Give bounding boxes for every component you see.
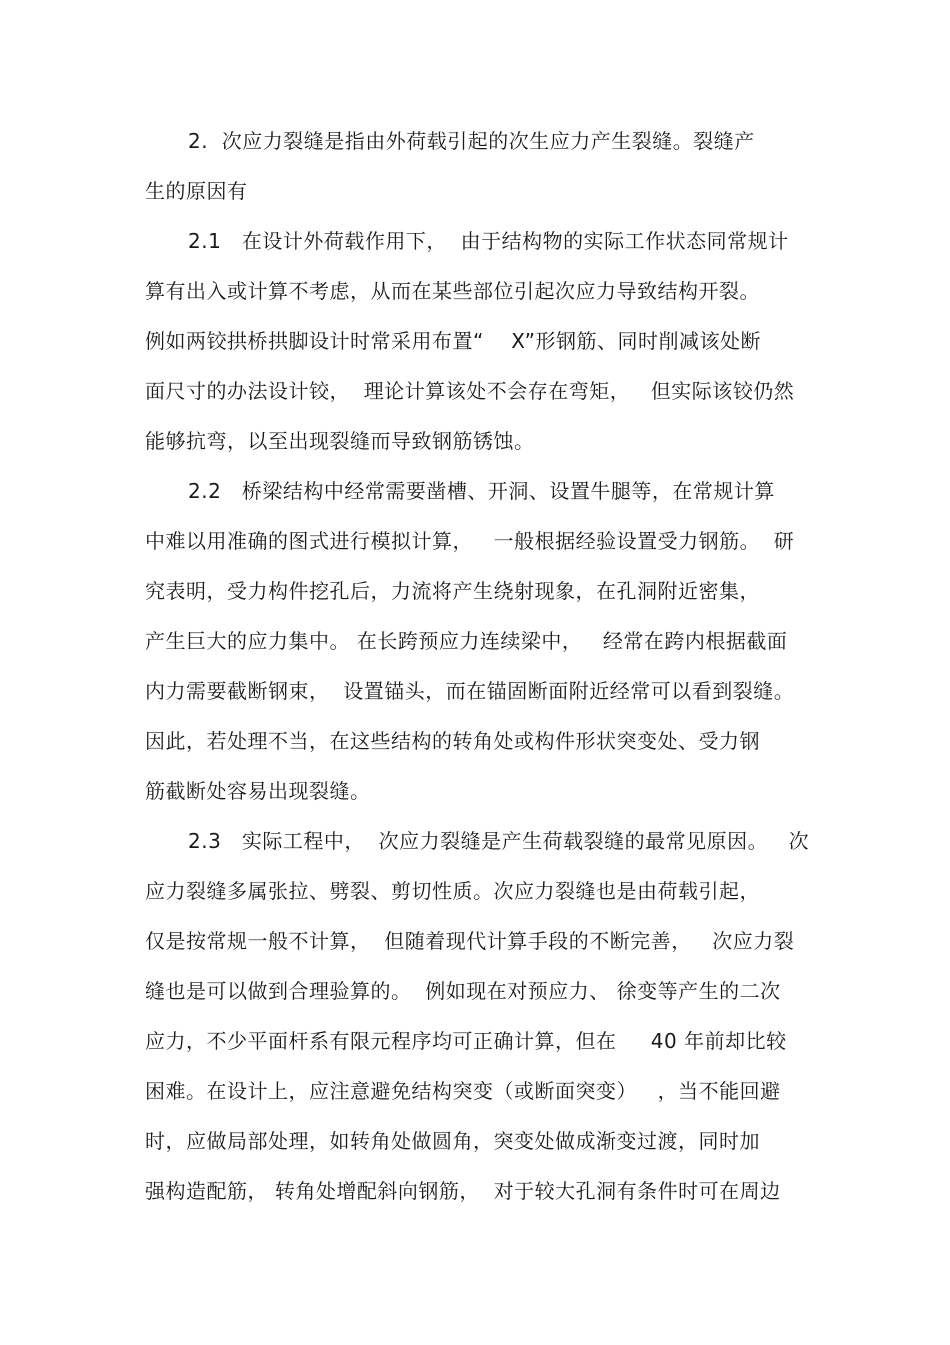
text-line: 面尺寸的办法设计铰， 理论计算该处不会存在弯矩， 但实际该铰仍然 [145, 379, 795, 403]
text-line: 究表明，受力构件挖孔后，力流将产生绕射现象，在孔洞附近密集， [145, 579, 760, 603]
text-line: 产生巨大的应力集中。 在长跨预应力连续梁中， 经常在跨内根据截面 [145, 629, 788, 653]
text-line: 强构造配筋， 转角处增配斜向钢筋， 对于较大孔洞有条件时可在周边 [145, 1179, 781, 1203]
text-line: 2. 次应力裂缝是指由外荷载引起的次生应力产生裂缝。裂缝产 [188, 129, 755, 153]
text-line: 2.3 实际工程中， 次应力裂缝是产生荷载裂缝的最常见原因。 次 [188, 829, 810, 853]
text-line: 生的原因有 [145, 179, 248, 203]
text-line: 应力裂缝多属张拉、劈裂、剪切性质。次应力裂缝也是由荷载引起， [145, 879, 760, 903]
text-line: 应力，不少平面杆系有限元程序均可正确计算，但在 40 年前却比较 [145, 1029, 787, 1053]
text-line: 内力需要截断钢束， 设置锚头，而在锚固断面附近经常可以看到裂缝。 [145, 679, 795, 703]
text-line: 2.2 桥梁结构中经常需要凿槽、开洞、设置牛腿等，在常规计算 [188, 479, 775, 503]
text-line: 中难以用准确的图式进行模拟计算， 一般根据经验设置受力钢筋。 研 [145, 529, 795, 553]
text-line: 缝也是可以做到合理验算的。 例如现在对预应力、 徐变等产生的二次 [145, 979, 781, 1003]
text-line: 困难。在设计上，应注意避免结构突变（或断面突变） ，当不能回避 [145, 1079, 781, 1103]
text-line: 能够抗弯，以至出现裂缝而导致钢筋锈蚀。 [145, 429, 535, 453]
text-line: 2.1 在设计外荷载作用下， 由于结构物的实际工作状态同常规计 [188, 229, 789, 253]
text-line: 筋截断处容易出现裂缝。 [145, 779, 371, 803]
text-line: 时，应做局部处理，如转角处做圆角，突变处做成渐变过渡，同时加 [145, 1129, 760, 1153]
text-line: 算有出入或计算不考虑，从而在某些部位引起次应力导致结构开裂。 [145, 279, 760, 303]
text-line: 例如两铰拱桥拱脚设计时常采用布置“ X”形钢筋、同时削减该处断 [145, 329, 762, 353]
text-line: 因此，若处理不当，在这些结构的转角处或构件形状突变处、受力钢 [145, 729, 760, 753]
text-line: 仅是按常规一般不计算， 但随着现代计算手段的不断完善， 次应力裂 [145, 929, 795, 953]
